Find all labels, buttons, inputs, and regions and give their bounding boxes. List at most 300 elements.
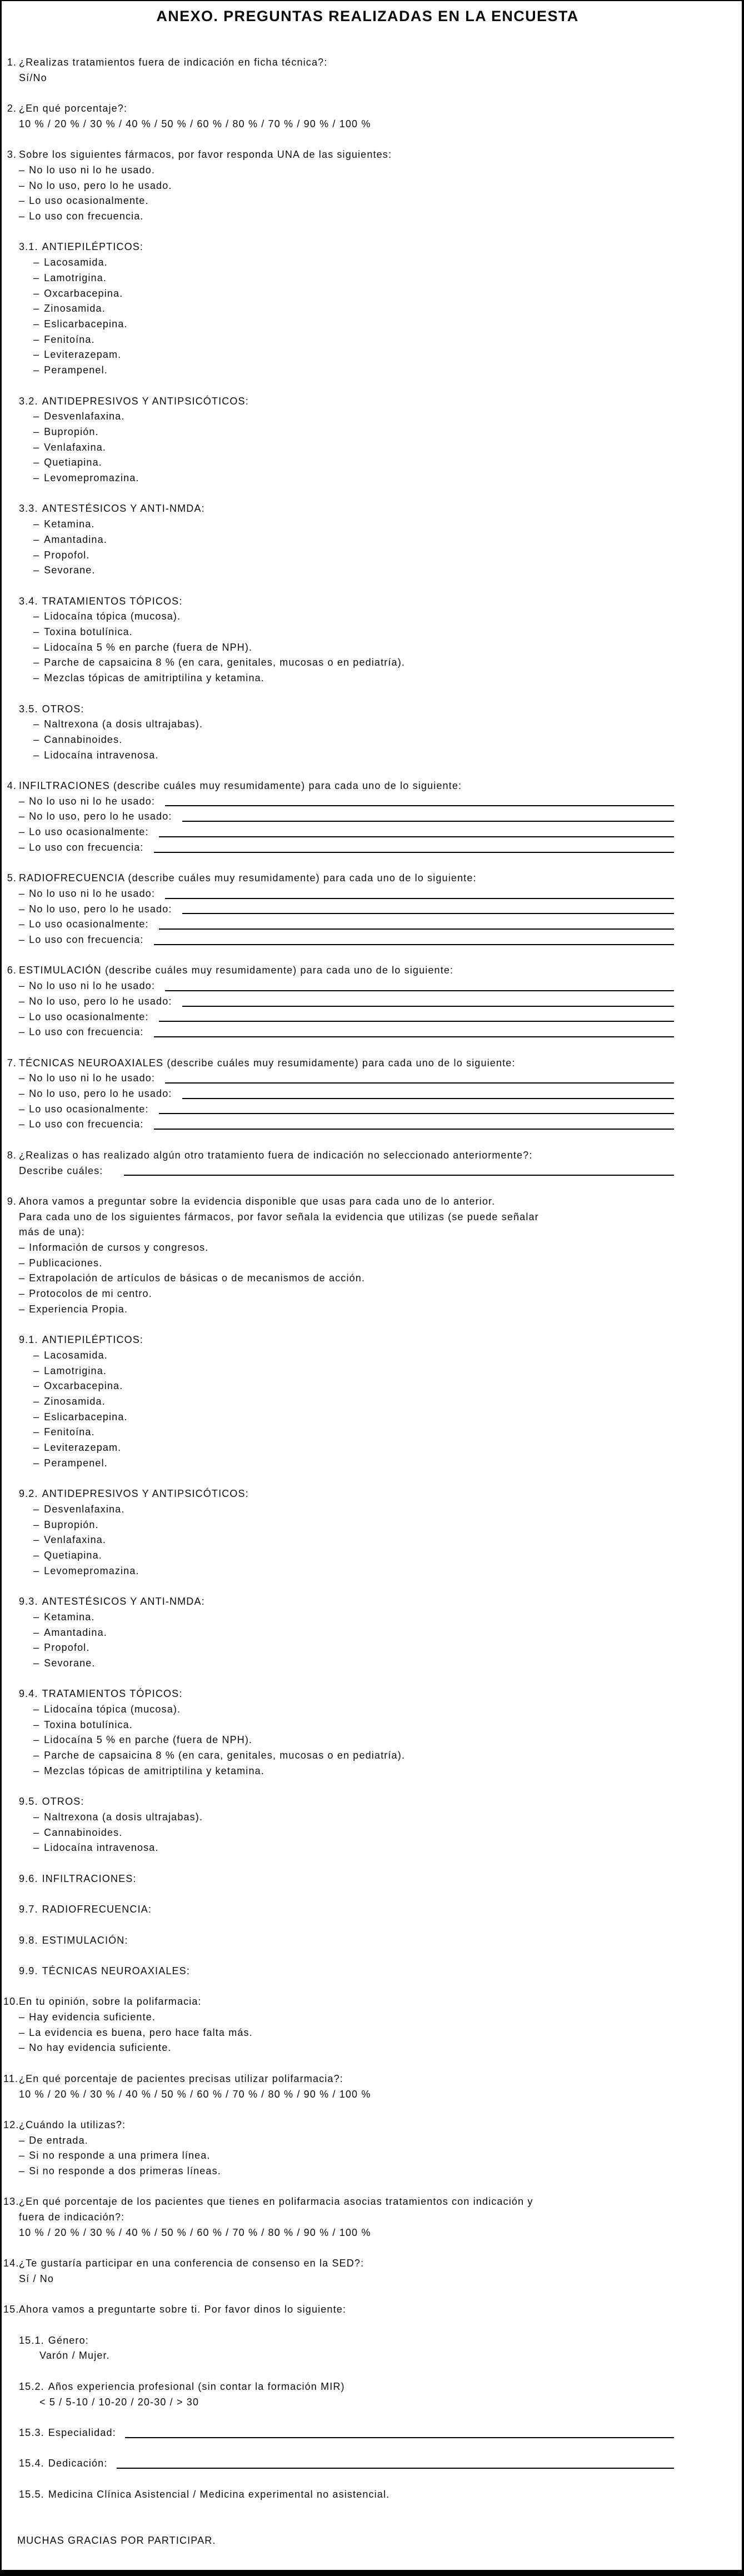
sub-question-number: 9.6.	[19, 1873, 38, 1884]
dash-bullet-icon: –	[33, 1626, 40, 1638]
blank-answer-line	[159, 917, 674, 930]
blank-answer-line	[165, 794, 674, 807]
drug-list-item	[19, 1440, 732, 1456]
option-label: Publicaciones.	[29, 1257, 103, 1269]
question-text: Ahora vamos a preguntarte sobre ti. Por favor dinos lo siguiente:	[19, 2304, 347, 2315]
sub-question-title: OTROS:	[42, 1796, 84, 1808]
dash-bullet-icon: –	[33, 365, 40, 376]
sub-question-title: Dedicación:	[48, 2458, 108, 2469]
dash-bullet-icon: –	[19, 1026, 26, 1038]
blank-answer-line	[182, 994, 674, 1007]
question	[3, 1056, 732, 1133]
sub-question-number: 3.5.	[19, 703, 38, 715]
drug-list-item	[19, 655, 732, 671]
question-text: ¿En qué porcentaje de los pacientes que tienes en polifarmacia asocias tratamientos con indicación y	[19, 2196, 533, 2208]
drug-list-item	[19, 286, 732, 302]
option-item-with-line	[19, 840, 674, 856]
sub-question-head	[19, 1486, 674, 1502]
sub-question-head	[19, 1964, 674, 1979]
question-text: En tu opinión, sobre la polifarmacia:	[19, 1996, 202, 2008]
drug-name: Zinosamida.	[44, 1396, 106, 1407]
dash-bullet-icon: –	[33, 549, 40, 561]
dash-bullet-icon: –	[33, 1657, 40, 1669]
question-number: 4.	[7, 780, 17, 792]
dash-bullet-icon: –	[33, 457, 40, 468]
blank-answer-line	[125, 2425, 674, 2438]
question-text: Para cada uno de los siguientes fármacos, por favor señala la evidencia que utilizas (se puede señalar	[19, 1211, 539, 1222]
dash-bullet-icon: –	[33, 318, 40, 330]
dash-bullet-icon: –	[33, 1704, 40, 1715]
dash-bullet-icon: –	[33, 1826, 40, 1838]
question-number: 3.	[7, 149, 17, 161]
dash-bullet-icon: –	[33, 1365, 40, 1376]
option-item	[19, 2148, 674, 2164]
dash-bullet-icon: –	[19, 179, 26, 191]
dash-bullet-icon: –	[33, 272, 40, 283]
drug-list-item	[19, 548, 732, 563]
dash-bullet-icon: –	[33, 1380, 40, 1392]
page-title: ANEXO. PREGUNTAS REALIZADAS EN LA ENCUESTA	[156, 8, 579, 24]
answer-options-text: 10 % / 20 % / 30 % / 40 % / 50 % / 60 % / 80 % / 70 % / 90 % / 100 %	[19, 118, 371, 129]
answer-options-text: Sí/No	[19, 72, 47, 83]
drug-list-item	[19, 455, 732, 471]
answer-options-text: Varón / Mujer.	[39, 2350, 110, 2362]
drug-name: Sevorane.	[44, 1657, 96, 1669]
drug-list-item	[19, 1825, 732, 1841]
drug-list-item	[19, 1656, 732, 1671]
question	[3, 55, 732, 86]
dash-bullet-icon: –	[19, 995, 26, 1007]
option-label: No lo uso ni lo he usado.	[29, 164, 156, 176]
dash-bullet-icon: –	[19, 2150, 26, 2161]
sub-question-head	[19, 501, 674, 517]
drug-list-item	[19, 517, 732, 532]
sub-question-title: ANTESTÉSICOS Y ANTI-NMDA:	[42, 503, 205, 515]
dash-bullet-icon: –	[19, 826, 26, 838]
dash-bullet-icon: –	[19, 1119, 26, 1130]
option-label: No lo uso ni lo he usado:	[29, 887, 156, 899]
sub-question-head	[19, 394, 674, 410]
blank-answer-line	[117, 2456, 675, 2469]
dash-bullet-icon: –	[33, 518, 40, 530]
sub-question-head	[19, 1902, 674, 1918]
dash-bullet-icon: –	[33, 303, 40, 314]
drug-name: Cannabinoides.	[44, 1826, 123, 1838]
option-label: Lo uso ocasionalmente:	[29, 826, 149, 838]
dash-bullet-icon: –	[33, 1411, 40, 1422]
dash-bullet-icon: –	[33, 641, 40, 653]
question-number: 1.	[7, 57, 17, 68]
option-label: Información de cursos y congresos.	[29, 1242, 209, 1254]
option-item	[19, 1256, 674, 1271]
sub-question-title: Especialidad:	[48, 2427, 116, 2438]
question	[3, 2194, 732, 2240]
dash-bullet-icon: –	[19, 1272, 26, 1284]
drug-list-item	[19, 1394, 732, 1410]
sub-question	[3, 1933, 732, 1949]
drug-name: Lidocaína intravenosa.	[44, 1842, 159, 1854]
option-item	[19, 1286, 674, 1302]
drug-name: Lidocaína tópica (mucosa).	[44, 1704, 181, 1715]
dash-bullet-icon: –	[19, 1257, 26, 1269]
drug-name: Toxina botulínica.	[44, 626, 133, 638]
drug-name: Parche de capsaicina 8 % (en cara, genitales, mucosas o en pediatría).	[44, 657, 405, 668]
option-label: Lo uso ocasionalmente.	[29, 195, 149, 207]
option-item-with-line	[19, 902, 674, 917]
dash-bullet-icon: –	[33, 441, 40, 453]
drug-name: Propofol.	[44, 549, 90, 561]
option-item	[19, 2164, 674, 2179]
question-text: RADIOFRECUENCIA (describe cuáles muy resumidamente) para cada uno de lo siguiente:	[19, 872, 477, 884]
dash-bullet-icon: –	[33, 1457, 40, 1469]
sub-question-title: TRATAMIENTOS TÓPICOS:	[42, 1688, 183, 1700]
dash-bullet-icon: –	[33, 1842, 40, 1854]
drug-name: Amantadina.	[44, 533, 107, 545]
dash-bullet-icon: –	[33, 472, 40, 484]
option-item-with-line	[19, 917, 674, 932]
sub-question-title: ANTESTÉSICOS Y ANTI-NMDA:	[42, 1596, 205, 1607]
drug-name: Fenitoína.	[44, 333, 95, 345]
dash-bullet-icon: –	[33, 565, 40, 576]
dash-bullet-icon: –	[33, 333, 40, 345]
dash-bullet-icon: –	[33, 718, 40, 730]
sub-question	[3, 239, 732, 378]
drug-name: Oxcarbacepina.	[44, 1380, 123, 1392]
drug-name: Fenitoína.	[44, 1426, 95, 1438]
sub-question-title: ANTIEPILÉPTICOS:	[42, 241, 144, 253]
dash-bullet-icon: –	[19, 1242, 26, 1254]
question-number: 14.	[3, 2258, 19, 2269]
sub-question-number: 9.8.	[19, 1934, 38, 1946]
question	[3, 963, 732, 1040]
dash-bullet-icon: –	[33, 1811, 40, 1823]
question-number: 8.	[7, 1149, 17, 1161]
dash-bullet-icon: –	[19, 2134, 26, 2146]
option-item	[19, 1302, 674, 1317]
option-item	[19, 1240, 674, 1256]
option-label: De entrada.	[29, 2134, 88, 2146]
drug-list-item	[19, 332, 732, 348]
drug-list-item	[19, 1625, 732, 1641]
blank-answer-line	[159, 825, 674, 837]
drug-list-item	[19, 609, 732, 625]
option-item	[19, 2010, 674, 2025]
dash-bullet-icon: –	[33, 1565, 40, 1576]
question	[3, 1194, 732, 1317]
question-number: 10.	[3, 1996, 19, 2008]
drug-name: Lacosamida.	[44, 257, 108, 268]
dash-bullet-icon: –	[19, 211, 26, 222]
option-label: No lo uso, pero lo he usado.	[29, 179, 172, 191]
sub-question-head	[19, 594, 674, 610]
drug-name: Mezclas tópicas de amitriptilina y ketamina.	[44, 672, 264, 684]
drug-name: Lidocaína 5 % en parche (fuera de NPH).	[44, 1734, 253, 1746]
drug-list-item	[19, 255, 732, 271]
option-label: Si no responde a una primera línea.	[29, 2150, 211, 2161]
question-number: 7.	[7, 1057, 17, 1069]
dash-bullet-icon: –	[19, 2042, 26, 2054]
sub-question	[3, 501, 732, 578]
dash-bullet-icon: –	[19, 1103, 26, 1115]
dash-bullet-icon: –	[19, 903, 26, 915]
sub-question-title: Medicina Clínica Asistencial / Medicina experimental no asistencial.	[48, 2488, 390, 2500]
drug-list-item	[19, 1410, 732, 1425]
sub-question	[3, 1794, 732, 1856]
answer-options-text: 10 % / 20 % / 30 % / 40 % / 50 % / 60 % / 70 % / 80 % / 90 % / 100 %	[19, 2226, 371, 2238]
sub-question	[3, 1871, 732, 1887]
sub-question-head	[19, 239, 674, 255]
option-label: Lo uso ocasionalmente:	[29, 918, 149, 930]
dash-bullet-icon: –	[33, 1642, 40, 1654]
drug-list-item	[19, 1532, 732, 1548]
option-item-with-line	[19, 809, 674, 825]
sub-question-head	[19, 1594, 674, 1610]
dash-bullet-icon: –	[33, 1396, 40, 1407]
dash-bullet-icon: –	[33, 1519, 40, 1530]
drug-list-item	[19, 748, 732, 763]
drug-name: Leviterazepam.	[44, 1442, 122, 1454]
drug-list-item	[19, 671, 732, 686]
question	[3, 778, 732, 856]
drug-name: Lacosamida.	[44, 1349, 108, 1361]
drug-name: Lidocaína tópica (mucosa).	[44, 611, 181, 622]
question	[3, 1148, 732, 1179]
sub-question-number: 9.9.	[19, 1965, 38, 1976]
sub-question-title: ANTIDEPRESIVOS Y ANTIPSICÓTICOS:	[42, 395, 249, 407]
question-text: ¿Te gustaría participar en una conferencia de consenso en la SED?:	[19, 2258, 364, 2269]
drug-list-item	[19, 409, 732, 425]
option-label: Lo uso con frecuencia:	[29, 1026, 144, 1038]
sub-question-head	[19, 1686, 674, 1702]
dash-bullet-icon: –	[33, 657, 40, 668]
sub-question-number: 3.3.	[19, 503, 38, 515]
drug-list-item	[19, 271, 732, 286]
question	[3, 147, 732, 224]
dash-bullet-icon: –	[19, 164, 26, 176]
sub-question-number: 9.7.	[19, 1904, 38, 1915]
blank-answer-line	[165, 1071, 674, 1084]
drug-list-item	[19, 1548, 732, 1564]
option-label: No lo uso, pero lo he usado:	[29, 903, 172, 915]
footer-text: MUCHAS GRACIAS POR PARTICIPAR.	[17, 2534, 216, 2546]
questions	[3, 55, 732, 2502]
option-item-with-line	[19, 886, 674, 902]
sub-question-number: 3.2.	[19, 395, 38, 407]
sub-question-number: 3.4.	[19, 595, 38, 607]
dash-bullet-icon: –	[19, 195, 26, 207]
question-text: fuera de indicación?:	[19, 2211, 125, 2223]
sub-question-number: 9.1.	[19, 1334, 38, 1346]
dash-bullet-icon: –	[33, 411, 40, 422]
question	[3, 2302, 732, 2318]
drug-list-item	[19, 717, 732, 732]
blank-answer-line	[154, 1117, 674, 1130]
sub-question-title: INFILTRACIONES:	[42, 1873, 137, 1884]
drug-list-item	[19, 363, 732, 378]
option-item-with-line	[19, 1102, 674, 1117]
sub-question-number: 9.4.	[19, 1688, 38, 1700]
sub-question-number: 15.3.	[19, 2427, 44, 2438]
drug-name: Ketamina.	[44, 518, 95, 530]
dash-bullet-icon: –	[33, 1349, 40, 1361]
blank-answer-line	[159, 1010, 674, 1022]
dash-bullet-icon: –	[19, 980, 26, 992]
dash-bullet-icon: –	[19, 841, 26, 853]
drug-name: Parche de capsaicina 8 % (en cara, genitales, mucosas o en pediatría).	[44, 1750, 405, 1761]
drug-list-item	[19, 1610, 732, 1625]
dash-bullet-icon: –	[33, 1426, 40, 1438]
drug-list-item	[19, 640, 732, 656]
question-text: ¿En qué porcentaje de pacientes precisas utilizar polifarmacia?:	[19, 2073, 343, 2084]
question-number: 11.	[3, 2073, 19, 2084]
drug-name: Propofol.	[44, 1642, 90, 1654]
option-label: Lo uso ocasionalmente:	[29, 1011, 149, 1022]
drug-name: Oxcarbacepina.	[44, 287, 123, 299]
option-label: Lo uso ocasionalmente:	[29, 1103, 149, 1115]
drug-name: Lidocaína 5 % en parche (fuera de NPH).	[44, 641, 253, 653]
question-text: Ahora vamos a preguntar sobre la evidencia disponible que usas para cada uno de lo anterior.	[19, 1195, 496, 1207]
drug-name: Desvenlafaxina.	[44, 1503, 125, 1515]
drug-list-item	[19, 1425, 732, 1440]
question-number: 9.	[7, 1195, 17, 1207]
sub-question-number: 3.1.	[19, 241, 38, 253]
sub-question	[3, 2456, 732, 2472]
dash-bullet-icon: –	[33, 1503, 40, 1515]
dash-bullet-icon: –	[19, 795, 26, 807]
option-item-with-line	[19, 1071, 674, 1086]
dash-bullet-icon: –	[33, 1550, 40, 1561]
dash-bullet-icon: –	[33, 1765, 40, 1776]
drug-list-item	[19, 347, 732, 363]
sub-question-title: RADIOFRECUENCIA:	[42, 1904, 152, 1915]
dash-bullet-icon: –	[33, 626, 40, 638]
dash-bullet-icon: –	[33, 1611, 40, 1623]
question-number: 6.	[7, 965, 17, 976]
drug-name: Lamotrigina.	[44, 1365, 107, 1376]
dash-bullet-icon: –	[19, 1072, 26, 1084]
sub-question-head	[19, 2456, 674, 2472]
sub-question	[3, 2487, 732, 2503]
blank-answer-line	[154, 1025, 674, 1037]
drug-name: Perampenel.	[44, 365, 108, 376]
sub-question-title: Años experiencia profesional (sin contar la formación MIR)	[48, 2380, 345, 2392]
question	[3, 2256, 732, 2287]
question-number: 13.	[3, 2196, 19, 2208]
dash-bullet-icon: –	[33, 349, 40, 361]
drug-list-item	[19, 1764, 732, 1779]
blank-answer-line	[182, 1086, 674, 1099]
sub-question-title: TÉCNICAS NEUROAXIALES:	[42, 1965, 190, 1976]
dash-bullet-icon: –	[19, 2011, 26, 2023]
option-label: No lo uso, pero lo he usado:	[29, 811, 172, 822]
dash-bullet-icon: –	[33, 426, 40, 437]
drug-name: Amantadina.	[44, 1626, 107, 1638]
option-label: Lo uso con frecuencia.	[29, 211, 144, 222]
dash-bullet-icon: –	[19, 1011, 26, 1022]
option-item-with-line	[19, 1010, 674, 1025]
question	[3, 1994, 732, 2056]
dash-bullet-icon: –	[33, 611, 40, 622]
sub-question	[3, 1332, 732, 1471]
sub-question	[3, 1902, 732, 1918]
drug-name: Cannabinoides.	[44, 733, 123, 745]
option-item-with-line	[19, 1086, 674, 1102]
drug-name: Lamotrigina.	[44, 272, 107, 283]
sub-question-number: 15.5.	[19, 2488, 44, 2500]
drug-list-item	[19, 732, 732, 748]
dash-bullet-icon: –	[19, 934, 26, 946]
question-text: INFILTRACIONES (describe cuáles muy resumidamente) para cada uno de lo siguiente:	[19, 780, 462, 792]
sub-question	[3, 594, 732, 686]
dash-bullet-icon: –	[33, 749, 40, 761]
sub-question	[3, 1686, 732, 1779]
drug-name: Toxina botulínica.	[44, 1719, 133, 1730]
dash-bullet-icon: –	[33, 1734, 40, 1746]
dash-bullet-icon: –	[19, 1088, 26, 1100]
option-label: No lo uso, pero lo he usado:	[29, 1088, 172, 1100]
question	[3, 2071, 732, 2102]
option-label: No hay evidencia suficiente.	[29, 2042, 172, 2054]
drug-list-item	[19, 1456, 732, 1471]
sub-question-head	[19, 1933, 674, 1949]
drug-name: Levomepromazina.	[44, 472, 139, 484]
drug-name: Naltrexona (a dosis ultrajabas).	[44, 718, 203, 730]
option-label: No lo uso ni lo he usado:	[29, 980, 156, 992]
sub-question	[3, 1486, 732, 1579]
question-text: más de una):	[19, 1226, 85, 1238]
drug-list-item	[19, 317, 732, 332]
sub-question	[3, 702, 732, 763]
option-item-with-line	[19, 994, 674, 1010]
dash-bullet-icon: –	[33, 1750, 40, 1761]
option-item	[19, 2040, 674, 2056]
drug-list-item	[19, 1733, 732, 1748]
drug-list-item	[19, 1810, 732, 1825]
option-item-with-line	[19, 979, 674, 994]
sub-question-number: 9.2.	[19, 1488, 38, 1500]
drug-list-item	[19, 1840, 732, 1856]
sub-question-head	[19, 1794, 674, 1810]
drug-list-item	[19, 1564, 732, 1579]
sub-question-number: 15.2.	[19, 2380, 44, 2392]
drug-name: Quetiapina.	[44, 1550, 102, 1561]
drug-list-item	[19, 625, 732, 640]
sub-question-title: ESTIMULACIÓN:	[42, 1934, 128, 1946]
dash-bullet-icon: –	[33, 257, 40, 268]
drug-name: Levomepromazina.	[44, 1565, 139, 1576]
sub-question	[3, 1964, 732, 1979]
option-item	[19, 2025, 674, 2041]
option-label: No lo uso, pero lo he usado:	[29, 995, 172, 1007]
drug-name: Bupropión.	[44, 1519, 99, 1530]
question	[3, 101, 732, 132]
dash-bullet-icon: –	[33, 1719, 40, 1730]
dash-bullet-icon: –	[33, 287, 40, 299]
blank-answer-line	[182, 809, 674, 822]
dash-bullet-icon: –	[19, 2026, 26, 2038]
sub-question	[3, 1594, 732, 1671]
drug-name: Eslicarbacepina.	[44, 318, 128, 330]
sub-question-head	[19, 2487, 674, 2503]
drug-list-item	[19, 1348, 732, 1364]
question-text: ESTIMULACIÓN (describe cuáles muy resumidamente) para cada uno de lo siguiente:	[19, 965, 454, 976]
drug-list-item	[19, 563, 732, 578]
sub-question-head	[19, 2425, 674, 2441]
drug-list-item	[19, 1517, 732, 1533]
drug-list-item	[19, 440, 732, 456]
drug-name: Mezclas tópicas de amitriptilina y ketamina.	[44, 1765, 264, 1776]
blank-answer-line	[154, 840, 674, 853]
